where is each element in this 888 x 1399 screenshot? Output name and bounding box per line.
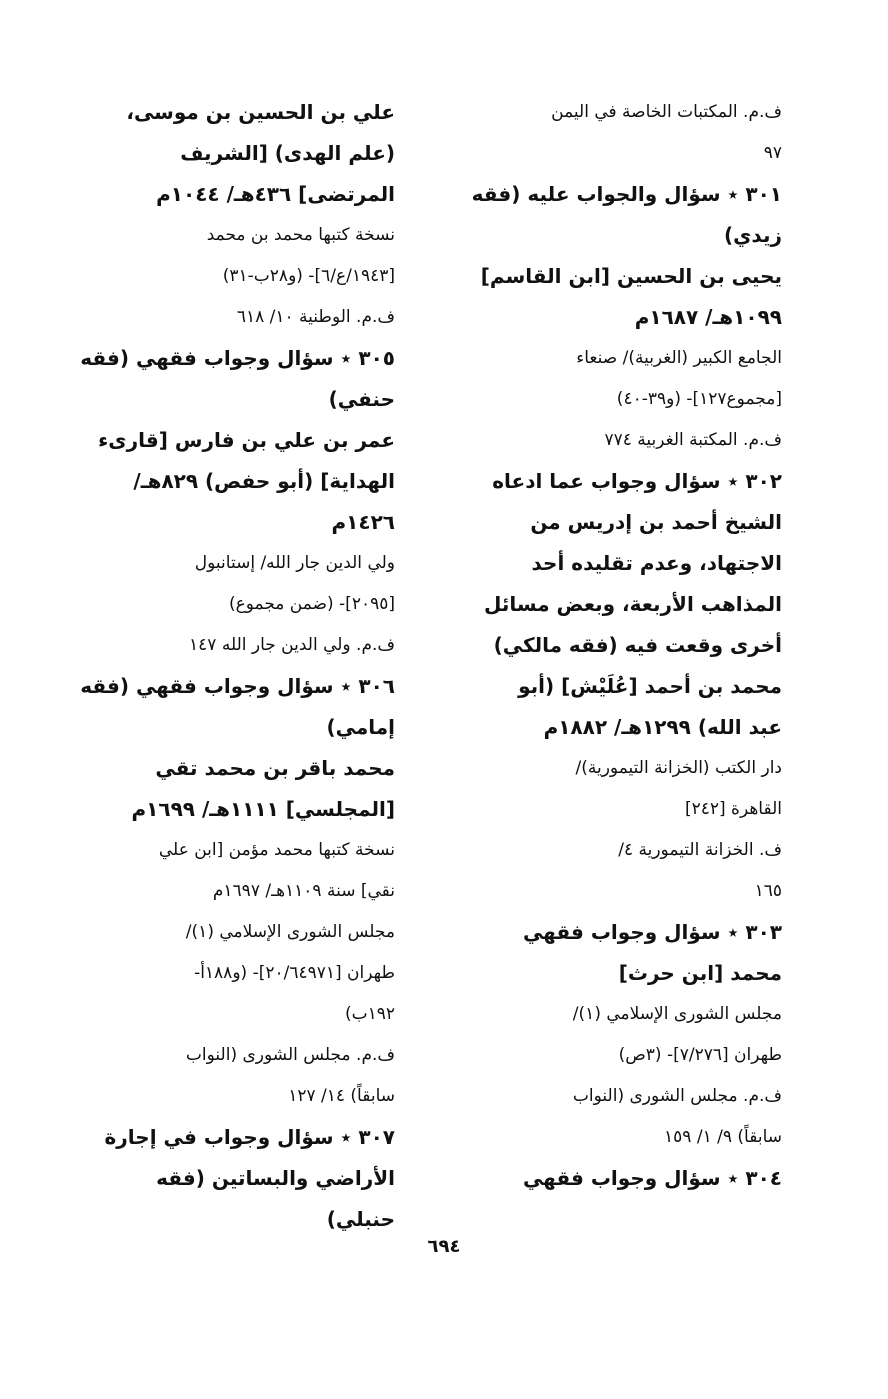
entry-detail-line: نسخة كتبها محمد بن محمد bbox=[206, 225, 395, 245]
entry-detail-line: [مجموع١٢٧]- (و٣٩-٤٠) bbox=[616, 389, 782, 409]
entry-detail-line: دار الكتب (الخزانة التيمورية)/ bbox=[575, 758, 782, 778]
entry-detail-line: ف.م. ولي الدين جار الله ١٤٧ bbox=[189, 635, 395, 655]
entry-heading-line: [المجلسي] ١١١١هـ/ ١٦٩٩م bbox=[131, 797, 395, 821]
entry-heading-line: الاجتهاد، وعدم تقليده أحد bbox=[531, 551, 782, 575]
entry-detail-line: ف.م. المكتبات الخاصة في اليمن bbox=[551, 102, 782, 122]
entry-heading-line: ٣٠٧ ٭ سؤال وجواب في إجارة bbox=[104, 1125, 395, 1149]
entry-heading-line: ٣٠١ ٭ سؤال والجواب عليه (فقه bbox=[471, 182, 782, 206]
entry-heading-line: ٣٠٥ ٭ سؤال وجواب فقهي (فقه bbox=[80, 346, 395, 370]
entry-heading-line: حنفي) bbox=[328, 387, 395, 411]
entry-heading-line: حنبلي) bbox=[326, 1207, 395, 1231]
entry-heading-line: أخرى وقعت فيه (فقه مالكي) bbox=[493, 633, 782, 657]
entry-detail-line: ف.م. مجلس الشورى (النواب bbox=[185, 1045, 395, 1065]
entry-heading-line: عمر بن علي بن فارس [قارىء bbox=[98, 428, 395, 452]
entry-detail-line: نقي] سنة ١١٠٩هـ/ ١٦٩٧م bbox=[212, 881, 395, 901]
entry-heading-line: (علم الهدى) [الشريف bbox=[180, 141, 395, 165]
entry-detail-line: طهران [٧/٢٧٦]- (٣ص) bbox=[618, 1045, 782, 1065]
entry-heading-line: علي بن الحسين بن موسى، bbox=[126, 100, 395, 124]
entry-heading-line: ٣٠٢ ٭ سؤال وجواب عما ادعاه bbox=[492, 469, 782, 493]
entry-heading-line: ١٠٩٩هـ/ ١٦٨٧م bbox=[634, 305, 782, 329]
entry-heading-line: محمد باقر بن محمد تقي bbox=[155, 756, 395, 780]
entry-heading-line: ٣٠٣ ٭ سؤال وجواب فقهي bbox=[522, 920, 782, 944]
entry-detail-line: مجلس الشورى الإسلامي (١)/ bbox=[572, 1004, 782, 1024]
entry-detail-line: ف.م. مجلس الشورى (النواب bbox=[572, 1086, 782, 1106]
entry-detail-line: القاهرة [٢٤٢] bbox=[684, 799, 782, 819]
entry-heading-line: محمد بن أحمد [عُلَيْش] (أبو bbox=[518, 674, 782, 698]
entry-detail-line: نسخة كتبها محمد مؤمن [ابن علي bbox=[158, 840, 395, 860]
entry-detail-line: سابقاً) ٩/ ١/ ١٥٩ bbox=[664, 1127, 782, 1147]
entry-detail-line: ١٦٥ bbox=[754, 881, 782, 901]
entry-heading-line: الشيخ أحمد بن إدريس من bbox=[530, 510, 782, 534]
entry-heading-line: ٣٠٤ ٭ سؤال وجواب فقهي bbox=[522, 1166, 782, 1190]
entry-detail-line: ف.م. المكتبة الغربية ٧٧٤ bbox=[604, 430, 782, 450]
entry-detail-line: سابقاً) ١٤/ ١٢٧ bbox=[288, 1086, 395, 1106]
entry-heading-line: زيدي) bbox=[723, 223, 782, 247]
entry-detail-line: طهران [٢٠/٦٤٩٧١]- (و١٨٨أ- bbox=[194, 963, 395, 983]
entry-detail-line: ف. الخزانة التيمورية ٤/ bbox=[618, 840, 782, 860]
entry-heading-line: عبد الله) ١٢٩٩هـ/ ١٨٨٢م bbox=[543, 715, 782, 739]
entry-detail-line: ١٩٢ب) bbox=[344, 1004, 395, 1024]
entry-heading-line: المرتضى] ٤٣٦هـ/ ١٠٤٤م bbox=[156, 182, 395, 206]
entry-heading-line: إمامي) bbox=[326, 715, 395, 739]
entry-detail-line: [٢٠٩٥]- (ضمن مجموع) bbox=[228, 594, 395, 614]
entry-detail-line: الجامع الكبير (الغربية)/ صنعاء bbox=[576, 348, 782, 368]
entry-detail-line: ف.م. الوطنية ١٠/ ٦١٨ bbox=[236, 307, 395, 327]
entry-heading-line: ٣٠٦ ٭ سؤال وجواب فقهي (فقه bbox=[80, 674, 395, 698]
entry-detail-line: [١٩٤٣/ع/٦]- (و٢٨ب-٣١) bbox=[222, 266, 395, 286]
entry-heading-line: المذاهب الأربعة، وبعض مسائل bbox=[483, 592, 782, 616]
entry-detail-line: مجلس الشورى الإسلامي (١)/ bbox=[185, 922, 395, 942]
entry-heading-line: محمد [ابن حرث] bbox=[618, 961, 782, 985]
left-column bbox=[55, 92, 395, 1240]
right-column bbox=[440, 92, 782, 1199]
page-number: ٦٩٤ bbox=[427, 1236, 461, 1257]
entry-detail-line: ٩٧ bbox=[763, 143, 782, 163]
entry-heading-line: ١٤٢٦م bbox=[331, 510, 395, 534]
entry-heading-line: الأراضي والبساتين (فقه bbox=[156, 1166, 395, 1190]
entry-heading-line: الهداية] (أبو حفص) ٨٢٩هـ/ bbox=[133, 469, 395, 493]
entry-heading-line: يحيى بن الحسين [ابن القاسم] bbox=[480, 264, 782, 288]
entry-detail-line: ولي الدين جار الله/ إستانبول bbox=[194, 553, 395, 573]
